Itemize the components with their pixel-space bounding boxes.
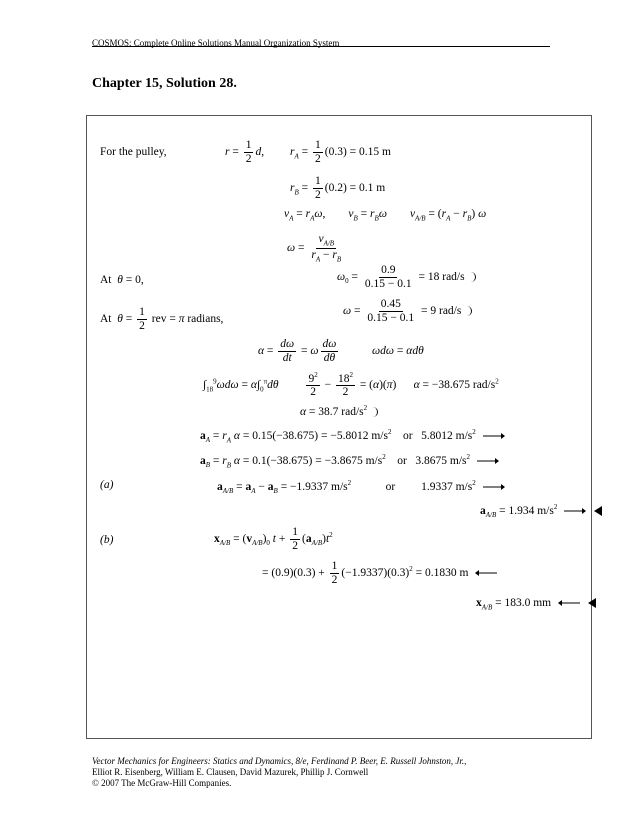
answer-marker-icon (588, 598, 596, 608)
part-b-label: (b) (100, 534, 114, 546)
alpha-result: α = 38.7 rad/$s^2$ (300, 404, 378, 418)
omega-equation: ω = $\frac{v_{A/B}}{r_A - r_B}$ (287, 233, 342, 264)
aab-answer: $a_{A/B} = 1.934$ $m/s^2$ (480, 503, 602, 519)
for-pulley-label: For the pulley, (100, 146, 167, 158)
footer-line1: Vector Mechanics for Engineers: Statics and Dynamics, 8/e, Ferdinand P. Beer, E. Russell Johnston, Jr., (92, 756, 467, 766)
r-equation: r = $\frac{1}{2}$ d, (225, 139, 265, 165)
chapter-title: Chapter 15, Solution 28. (92, 76, 237, 91)
integral-equation: $\int_{18}^9\omega d\omega = \alpha\int_0^\pi d\theta$ $\frac{9^2}{2}$ − $\frac{18^2}{2}$ = (α)(π) α = −38.675 rad/$s^2$ (203, 371, 499, 399)
arrow-right-icon (483, 484, 505, 490)
velocity-equations: $v_A = r_A\omega$, $v_B = r_B\omega$ $v_{A/B} = (r_A - r_B)$ ω (284, 208, 487, 223)
xab-equation: $x_{A/B} = (v_{A/B})_0$ t + $\frac{1}{2}$ $(a_{A/B})t^2$ (214, 526, 333, 552)
ra-equation: $r_A$ = $\frac{1}{2}$ (0.3) = 0.15 m (290, 139, 391, 165)
arrow-left-icon (558, 600, 580, 606)
arrow-right-icon (477, 458, 499, 464)
at-theta-pi: At θ = $\frac{1}{2}$ rev = π radians, (100, 306, 224, 332)
aa-equation: $a_A = r_A$ α = 0.15(−38.675) = −5.8012 $m/s^2$ or 5.8012 $m/s^2$ (200, 428, 505, 444)
footer-line2: Elliot R. Eisenberg, William E. Clausen, David Mazurek, Phillip J. Cornwell (92, 767, 369, 777)
answer-marker-icon (594, 506, 602, 516)
header-title: COSMOS: Complete Online Solutions Manual Organization System (92, 38, 340, 48)
arrow-right-icon (483, 433, 505, 439)
omega-pi-equation: ω = $\frac{0.45}{0.15 - 0.1}$ = 9 rad/s (343, 298, 472, 324)
header-rule (92, 46, 550, 47)
at-theta-zero: At θ = 0, (100, 274, 144, 286)
alpha-definition: α = $\frac{d\omega}{dt}$ = ω $\frac{d\omega}{d\theta}$ ωdω = αdθ (258, 338, 424, 364)
footer-line3: © 2007 The McGraw-Hill Companies. (92, 778, 232, 788)
arrow-right-icon (564, 508, 586, 514)
xab-answer: $x_{A/B} = 183.0$ mm (476, 597, 596, 611)
ab-equation: $a_B = r_B$ α = 0.1(−38.675) = −3.8675 $m/s^2$ or 3.8675 $m/s^2$ (200, 453, 499, 469)
xab-calculation: = (0.9)(0.3) + $\frac{1}{2}$ $(-1.9337)(0.3)^2 = 0.1830$ m (262, 560, 497, 586)
part-a-label: (a) (100, 479, 114, 491)
footer (92, 756, 522, 789)
rb-equation: $r_B$ = $\frac{1}{2}$ (0.2) = 0.1 m (290, 175, 386, 201)
arrow-left-icon (475, 570, 497, 576)
aab-equation: $a_{A/B} = a_A - a_B = -1.9337$ $m/s^2$ or 1.9337 $m/s^2$ (217, 479, 505, 495)
omega0-equation: $\omega_0$ = $\frac{0.9}{0.15 - 0.1}$ = 18 rad/s (337, 264, 476, 290)
